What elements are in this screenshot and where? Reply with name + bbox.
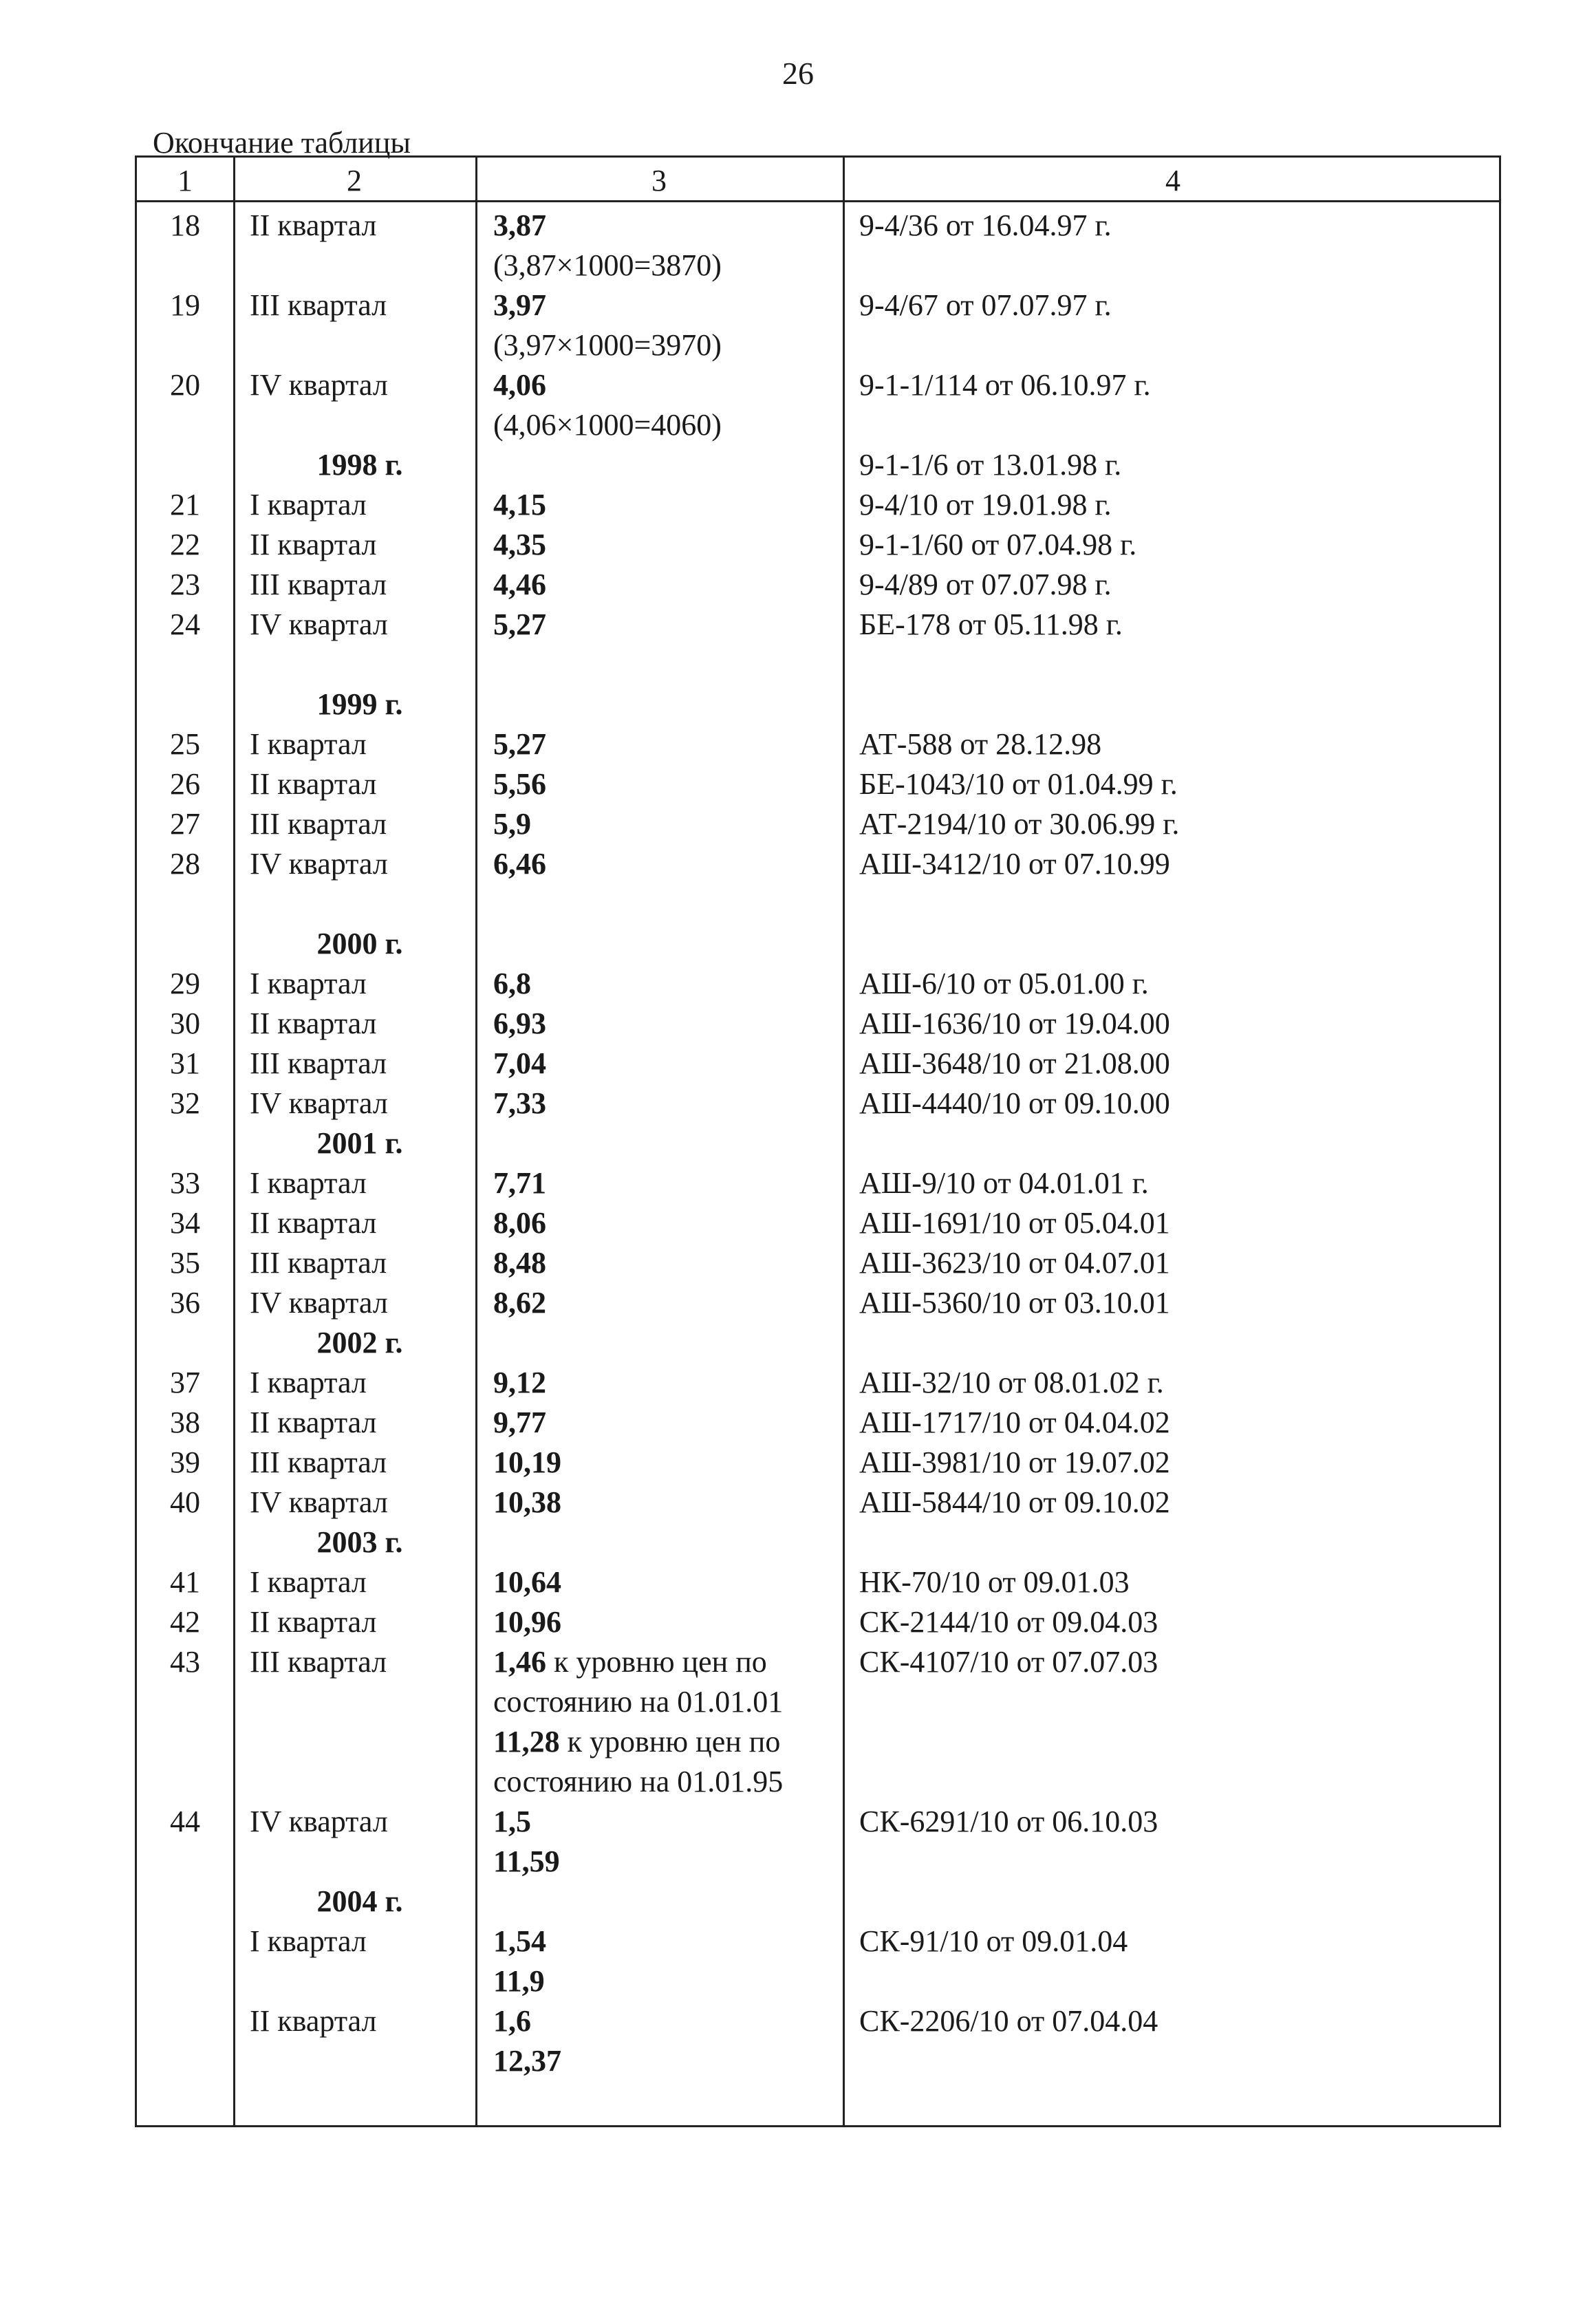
row-number: 38 — [170, 1406, 200, 1439]
period-label: I квартал — [250, 1166, 367, 1200]
index-value — [493, 964, 851, 1004]
index-value — [493, 764, 851, 804]
period-label: III квартал — [250, 1046, 387, 1080]
period-label: I квартал — [250, 727, 367, 761]
period-label: II квартал — [250, 528, 377, 561]
row-number: 34 — [170, 1206, 200, 1240]
document-reference: СК-6291/10 от 06.10.03 — [859, 1805, 1158, 1838]
row-number: 27 — [170, 807, 200, 841]
row-number: 20 — [170, 368, 200, 402]
value-line: 5,27 — [493, 607, 546, 641]
period-label: IV квартал — [250, 1805, 388, 1838]
value-line: 7,71 — [493, 1166, 546, 1200]
value-line: 6,93 — [493, 1007, 546, 1040]
document-reference: АШ-1691/10 от 05.04.01 — [859, 1206, 1170, 1240]
period-label: IV квартал — [250, 1086, 388, 1120]
row-number: 42 — [170, 1605, 200, 1639]
row-number: 28 — [170, 847, 200, 881]
value-line: 8,06 — [493, 1206, 546, 1240]
index-value — [493, 1203, 851, 1243]
value-line: 11,9 — [493, 1964, 545, 1998]
value-line: 10,38 — [493, 1485, 561, 1519]
index-value — [493, 1562, 851, 1602]
period-label: III квартал — [250, 1445, 387, 1479]
value-line-note: к уровню цен по — [559, 1725, 781, 1758]
index-value — [493, 1084, 851, 1123]
value-line: 10,96 — [493, 1605, 561, 1639]
column-divider — [475, 158, 477, 2125]
value-line: 4,46 — [493, 568, 546, 601]
index-value — [493, 2001, 851, 2081]
row-number: 39 — [170, 1445, 200, 1479]
value-line: 4,06 — [493, 368, 546, 402]
index-value — [493, 844, 851, 884]
index-value — [493, 485, 851, 525]
value-line: 12,37 — [493, 2044, 561, 2078]
document-reference: СК-4107/10 от 07.07.03 — [859, 1645, 1158, 1679]
document-reference: 9-4/67 от 07.07.97 г. — [859, 288, 1112, 322]
period-label: I квартал — [250, 488, 367, 521]
index-value — [493, 804, 851, 844]
value-line: (3,97×1000=3970) — [493, 328, 722, 362]
column-header-2: 2 — [347, 164, 362, 197]
value-line: 7,04 — [493, 1046, 546, 1080]
value-line: 11,59 — [493, 1844, 560, 1878]
document-reference — [859, 685, 1492, 724]
period-label: III квартал — [250, 568, 387, 601]
header-divider — [137, 200, 1499, 202]
row-number: 43 — [170, 1645, 200, 1679]
year-label: 2001 г. — [316, 1126, 403, 1160]
document-reference: АШ-32/10 от 08.01.02 г. — [859, 1366, 1164, 1399]
period-label: II квартал — [250, 208, 377, 242]
index-value — [493, 1283, 851, 1323]
value-line: 3,87 — [493, 208, 546, 242]
row-number: 41 — [170, 1565, 200, 1599]
row-number: 29 — [170, 967, 200, 1000]
value-line: 1,46 — [493, 1645, 546, 1679]
document-reference — [859, 1523, 1492, 1562]
value-line: 11,28 — [493, 1725, 560, 1758]
row-number: 19 — [170, 288, 200, 322]
value-line: состоянию на 01.01.01 — [493, 1685, 784, 1719]
document-reference: АШ-3981/10 от 19.07.02 — [859, 1445, 1170, 1479]
document-reference — [859, 924, 1492, 964]
document-reference: АШ-3623/10 от 04.07.01 — [859, 1246, 1170, 1280]
period-label: I квартал — [250, 1565, 367, 1599]
column-header-4: 4 — [1165, 164, 1180, 197]
row-number: 36 — [170, 1286, 200, 1320]
period-label: I квартал — [250, 1924, 367, 1958]
document-reference: 9-4/10 от 19.01.98 г. — [859, 488, 1112, 521]
document-reference: НК-70/10 от 09.01.03 — [859, 1565, 1130, 1599]
index-value — [493, 565, 851, 605]
row-number: 35 — [170, 1246, 200, 1280]
index-value — [493, 724, 851, 764]
value-line: 1,5 — [493, 1805, 531, 1838]
value-line: 8,62 — [493, 1286, 546, 1320]
period-label: I квартал — [250, 967, 367, 1000]
document-reference: БЕ-178 от 05.11.98 г. — [859, 607, 1123, 641]
document-reference: АШ-5844/10 от 09.10.02 — [859, 1485, 1170, 1519]
document-reference: БЕ-1043/10 от 01.04.99 г. — [859, 767, 1178, 801]
year-label: 1998 г. — [316, 448, 403, 482]
period-label: III квартал — [250, 807, 387, 841]
row-number: 24 — [170, 607, 200, 641]
document-reference: СК-2206/10 от 07.04.04 — [859, 2004, 1158, 2038]
document-reference: АШ-1717/10 от 04.04.02 — [859, 1406, 1170, 1439]
period-label: II квартал — [250, 2004, 377, 2038]
period-label: II квартал — [250, 1406, 377, 1439]
document-reference: 9-1-1/114 от 06.10.97 г. — [859, 368, 1151, 402]
index-value — [493, 1163, 851, 1203]
period-label: III квартал — [250, 1246, 387, 1280]
document-reference: СК-2144/10 от 09.04.03 — [859, 1605, 1158, 1639]
column-header-3: 3 — [651, 164, 667, 197]
year-label: 2000 г. — [316, 927, 403, 960]
index-value — [493, 1922, 851, 2001]
document-reference: АТ-2194/10 от 30.06.99 г. — [859, 807, 1180, 841]
year-label: 2004 г. — [316, 1884, 403, 1918]
data-table — [135, 155, 1501, 2127]
document-reference: АШ-4440/10 от 09.10.00 — [859, 1086, 1170, 1120]
index-value — [493, 1602, 851, 1642]
period-label: I квартал — [250, 1366, 367, 1399]
value-line: состоянию на 01.01.95 — [493, 1765, 784, 1798]
index-value — [493, 1044, 851, 1084]
value-line: 5,27 — [493, 727, 546, 761]
value-line: 9,12 — [493, 1366, 546, 1399]
year-label: 1999 г. — [316, 687, 403, 721]
period-label: IV квартал — [250, 1286, 388, 1320]
document-reference — [859, 1123, 1492, 1163]
row-number: 23 — [170, 568, 200, 601]
document-reference: 9-4/89 от 07.07.98 г. — [859, 568, 1112, 601]
index-value — [493, 1443, 851, 1483]
column-header-1: 1 — [177, 164, 193, 197]
value-line: 9,77 — [493, 1406, 546, 1439]
document-reference: 9-4/36 от 16.04.97 г. — [859, 208, 1112, 242]
index-value — [493, 1802, 851, 1882]
index-value — [493, 1642, 851, 1802]
period-label: II квартал — [250, 767, 377, 801]
document-reference: АШ-3648/10 от 21.08.00 — [859, 1046, 1170, 1080]
value-line: 3,97 — [493, 288, 546, 322]
index-value — [493, 605, 851, 645]
index-value — [493, 286, 851, 365]
document-reference: АШ-6/10 от 05.01.00 г. — [859, 967, 1149, 1000]
row-number: 37 — [170, 1366, 200, 1399]
document-reference — [859, 1882, 1492, 1922]
table-caption: Окончание таблицы — [153, 126, 411, 160]
period-label: IV квартал — [250, 607, 388, 641]
value-line: 4,35 — [493, 528, 546, 561]
period-label: IV квартал — [250, 1485, 388, 1519]
document-reference: АТ-588 от 28.12.98 — [859, 727, 1102, 761]
value-line-note: к уровню цен по — [546, 1645, 767, 1679]
index-value — [493, 1004, 851, 1044]
value-line: 7,33 — [493, 1086, 546, 1120]
document-reference — [859, 1323, 1492, 1363]
value-line: (4,06×1000=4060) — [493, 408, 722, 442]
value-line: 6,8 — [493, 967, 531, 1000]
column-divider — [233, 158, 235, 2125]
row-number: 22 — [170, 528, 200, 561]
index-value — [493, 1483, 851, 1523]
value-line: 1,6 — [493, 2004, 531, 2038]
period-label: III квартал — [250, 288, 387, 322]
row-number: 25 — [170, 727, 200, 761]
value-line: 4,15 — [493, 488, 546, 521]
row-number: 32 — [170, 1086, 200, 1120]
row-number: 26 — [170, 767, 200, 801]
document-reference: АШ-9/10 от 04.01.01 г. — [859, 1166, 1149, 1200]
value-line: 8,48 — [493, 1246, 546, 1280]
value-line: 1,54 — [493, 1924, 546, 1958]
row-number: 40 — [170, 1485, 200, 1519]
document-reference: 9-1-1/6 от 13.01.98 г. — [859, 448, 1122, 482]
value-line: 5,9 — [493, 807, 531, 841]
index-value — [493, 1363, 851, 1403]
row-number — [137, 1922, 233, 1961]
index-value — [493, 206, 851, 286]
row-number: 21 — [170, 488, 200, 521]
value-line: 6,46 — [493, 847, 546, 881]
document-reference: 9-1-1/60 от 07.04.98 г. — [859, 528, 1137, 561]
row-number: 31 — [170, 1046, 200, 1080]
document-reference: АШ-3412/10 от 07.10.99 — [859, 847, 1170, 881]
value-line: 10,19 — [493, 1445, 561, 1479]
document-reference: АШ-1636/10 от 19.04.00 — [859, 1007, 1170, 1040]
row-number: 30 — [170, 1007, 200, 1040]
year-label: 2002 г. — [316, 1326, 403, 1359]
row-number: 33 — [170, 1166, 200, 1200]
page-number: 26 — [782, 56, 814, 91]
document-reference: СК-91/10 от 09.01.04 — [859, 1924, 1128, 1958]
row-number — [137, 2001, 233, 2041]
index-value — [493, 365, 851, 445]
value-line: (3,87×1000=3870) — [493, 248, 722, 282]
index-value — [493, 1403, 851, 1443]
period-label: II квартал — [250, 1605, 377, 1639]
year-label: 2003 г. — [316, 1525, 403, 1559]
period-label: III квартал — [250, 1645, 387, 1679]
period-label: II квартал — [250, 1206, 377, 1240]
period-label: IV квартал — [250, 847, 388, 881]
document-reference: АШ-5360/10 от 03.10.01 — [859, 1286, 1170, 1320]
row-number: 44 — [170, 1805, 200, 1838]
index-value — [493, 1243, 851, 1283]
period-label: IV квартал — [250, 368, 388, 402]
row-number: 18 — [170, 208, 200, 242]
value-line: 10,64 — [493, 1565, 561, 1599]
period-label: II квартал — [250, 1007, 377, 1040]
index-value — [493, 525, 851, 565]
value-line: 5,56 — [493, 767, 546, 801]
